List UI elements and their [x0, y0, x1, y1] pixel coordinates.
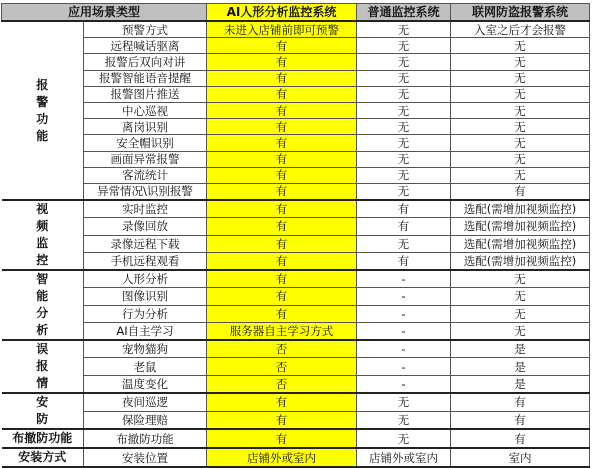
feature-cell[interactable]: 中心巡视 — [84, 102, 207, 118]
normal-system-cell[interactable]: 无 — [357, 235, 451, 252]
normal-system-cell[interactable]: - — [357, 322, 451, 340]
feature-cell[interactable]: 保险理赔 — [84, 411, 207, 429]
feature-cell[interactable]: 老鼠 — [84, 358, 207, 375]
alarm-system-cell[interactable]: 无 — [451, 135, 590, 151]
table-row — [2, 119, 590, 135]
ai-system-cell[interactable]: 有 — [207, 119, 357, 135]
ai-system-cell[interactable]: 服务器自主学习方式 — [207, 322, 357, 340]
alarm-system-cell[interactable]: 是 — [451, 375, 590, 393]
ai-system-cell[interactable]: 未进入店铺前即可预警 — [207, 21, 357, 38]
feature-cell[interactable]: 行为分析 — [84, 305, 207, 322]
ai-system-cell[interactable]: 有 — [207, 135, 357, 151]
group-label: 智能分析 — [36, 272, 49, 338]
table-row — [2, 135, 590, 151]
table-row — [2, 86, 590, 102]
feature-cell[interactable]: 录像回放 — [84, 218, 207, 235]
feature-cell[interactable]: 温度变化 — [84, 375, 207, 393]
ai-system-cell[interactable]: 有 — [207, 235, 357, 252]
feature-cell[interactable]: AI自主学习 — [84, 322, 207, 340]
normal-system-cell[interactable]: 有 — [357, 252, 451, 270]
alarm-system-cell[interactable]: 选配(需增加视频监控) — [451, 218, 590, 235]
table-row — [2, 448, 590, 467]
normal-system-cell[interactable]: - — [357, 305, 451, 322]
alarm-system-cell[interactable]: 有 — [451, 393, 590, 411]
alarm-system-cell[interactable]: 有 — [451, 429, 590, 448]
table-row — [2, 393, 590, 411]
feature-cell[interactable]: 远程喊话驱离 — [84, 38, 207, 54]
alarm-system-cell[interactable]: 是 — [451, 340, 590, 358]
group-label: 误报情 — [36, 342, 49, 391]
group-label-cell[interactable] — [2, 270, 84, 340]
normal-system-cell[interactable]: 无 — [357, 183, 451, 200]
normal-system-cell[interactable]: 店铺外或室内 — [357, 448, 451, 467]
normal-system-cell[interactable]: 无 — [357, 38, 451, 54]
table-row — [2, 252, 590, 270]
table-row — [2, 322, 590, 340]
ai-system-cell[interactable]: 否 — [207, 340, 357, 358]
normal-system-cell[interactable]: 无 — [357, 54, 451, 70]
header-row — [2, 4, 590, 22]
normal-system-cell[interactable]: 无 — [357, 429, 451, 448]
ai-system-cell[interactable]: 有 — [207, 183, 357, 200]
feature-cell[interactable]: 录像远程下载 — [84, 235, 207, 252]
normal-system-cell[interactable]: - — [357, 340, 451, 358]
group-label-cell[interactable] — [2, 340, 84, 393]
group-label-cell[interactable] — [2, 448, 84, 467]
ai-system-cell[interactable]: 有 — [207, 167, 357, 183]
alarm-system-cell[interactable]: 是 — [451, 358, 590, 375]
alarm-system-cell[interactable]: 无 — [451, 38, 590, 54]
ai-system-cell[interactable]: 有 — [207, 288, 357, 305]
normal-system-cell[interactable]: 无 — [357, 86, 451, 102]
feature-cell[interactable]: 异常情况\识别报警 — [84, 183, 207, 200]
ai-system-cell[interactable]: 有 — [207, 252, 357, 270]
alarm-system-cell[interactable]: 无 — [451, 305, 590, 322]
header-normal-system[interactable]: 普通监控系统 — [357, 4, 451, 22]
alarm-system-cell[interactable]: 有 — [451, 411, 590, 429]
normal-system-cell[interactable]: 无 — [357, 119, 451, 135]
group-label-cell[interactable] — [2, 393, 84, 429]
normal-system-cell[interactable]: - — [357, 288, 451, 305]
ai-system-cell[interactable]: 有 — [207, 429, 357, 448]
feature-cell[interactable]: 夜间巡逻 — [84, 393, 207, 411]
alarm-system-cell[interactable]: 选配(需增加视频监控) — [451, 252, 590, 270]
table-row — [2, 375, 590, 393]
ai-system-cell[interactable]: 有 — [207, 200, 357, 218]
table-row — [2, 305, 590, 322]
feature-cell[interactable]: 预警方式 — [84, 21, 207, 38]
feature-cell[interactable]: 宠物猫狗 — [84, 340, 207, 358]
table-row — [2, 167, 590, 183]
normal-system-cell[interactable]: - — [357, 358, 451, 375]
normal-system-cell[interactable]: - — [357, 375, 451, 393]
ai-system-cell[interactable]: 有 — [207, 270, 357, 288]
alarm-system-cell[interactable]: 无 — [451, 70, 590, 86]
alarm-system-cell[interactable]: 无 — [451, 54, 590, 70]
normal-system-cell[interactable]: 有 — [357, 218, 451, 235]
group-label: 安防 — [36, 395, 49, 427]
ai-system-cell[interactable]: 否 — [207, 358, 357, 375]
group-label-cell[interactable] — [2, 429, 84, 448]
group-label: 报警功能 — [36, 77, 49, 143]
feature-cell[interactable]: 手机远程观看 — [84, 252, 207, 270]
normal-system-cell[interactable]: 无 — [357, 102, 451, 118]
ai-system-cell[interactable]: 有 — [207, 151, 357, 167]
feature-cell[interactable]: 画面异常报警 — [84, 151, 207, 167]
normal-system-cell[interactable]: 无 — [357, 21, 451, 38]
alarm-system-cell[interactable]: 无 — [451, 167, 590, 183]
normal-system-cell[interactable]: 无 — [357, 393, 451, 411]
normal-system-cell[interactable]: - — [357, 270, 451, 288]
feature-cell[interactable]: 图像识别 — [84, 288, 207, 305]
feature-cell[interactable]: 报警智能语音提醒 — [84, 70, 207, 86]
feature-cell[interactable]: 安全帽识别 — [84, 135, 207, 151]
table-row — [2, 218, 590, 235]
table-row — [2, 102, 590, 118]
table-row — [2, 151, 590, 167]
alarm-system-cell[interactable]: 有 — [451, 183, 590, 200]
table-row — [2, 183, 590, 200]
table-row — [2, 270, 590, 288]
feature-cell[interactable]: 实时监控 — [84, 200, 207, 218]
ai-system-cell[interactable]: 有 — [207, 54, 357, 70]
normal-system-cell[interactable]: 无 — [357, 70, 451, 86]
ai-system-cell[interactable]: 有 — [207, 218, 357, 235]
header-ai-system[interactable]: AI人形分析监控系统 — [207, 4, 357, 22]
normal-system-cell[interactable]: 有 — [357, 200, 451, 218]
feature-cell[interactable]: 布撤防功能 — [84, 429, 207, 448]
ai-system-cell[interactable]: 有 — [207, 38, 357, 54]
table-body — [2, 21, 590, 467]
table-row — [2, 200, 590, 218]
alarm-system-cell[interactable]: 无 — [451, 86, 590, 102]
table-row — [2, 21, 590, 38]
header-alarm-system[interactable]: 联网防盗报警系统 — [451, 4, 590, 22]
alarm-system-cell[interactable]: 无 — [451, 288, 590, 305]
ai-system-cell[interactable]: 店铺外或室内 — [207, 448, 357, 467]
table-row — [2, 54, 590, 70]
table-row — [2, 288, 590, 305]
alarm-system-cell[interactable]: 选配(需增加视频监控) — [451, 200, 590, 218]
table-row — [2, 340, 590, 358]
ai-system-cell[interactable]: 有 — [207, 411, 357, 429]
table-row — [2, 411, 590, 429]
group-label: 视频监控 — [36, 202, 49, 268]
ai-system-cell[interactable]: 否 — [207, 375, 357, 393]
alarm-system-cell[interactable]: 无 — [451, 270, 590, 288]
alarm-system-cell[interactable]: 无 — [451, 119, 590, 135]
normal-system-cell[interactable]: 无 — [357, 151, 451, 167]
table-row — [2, 429, 590, 448]
group-label-cell[interactable] — [2, 21, 84, 200]
normal-system-cell[interactable]: 无 — [357, 135, 451, 151]
feature-cell[interactable]: 报警后双向对讲 — [84, 54, 207, 70]
feature-cell[interactable]: 报警图片推送 — [84, 86, 207, 102]
comparison-table — [1, 3, 590, 468]
group-label-cell[interactable] — [2, 200, 84, 270]
alarm-system-cell[interactable]: 室内 — [451, 448, 590, 467]
ai-system-cell[interactable]: 有 — [207, 70, 357, 86]
feature-cell[interactable]: 客流统计 — [84, 167, 207, 183]
ai-system-cell[interactable]: 有 — [207, 393, 357, 411]
alarm-system-cell[interactable]: 无 — [451, 322, 590, 340]
ai-system-cell[interactable]: 有 — [207, 102, 357, 118]
feature-cell[interactable]: 人形分析 — [84, 270, 207, 288]
table-row — [2, 358, 590, 375]
alarm-system-cell[interactable]: 选配(需增加视频监控) — [451, 235, 590, 252]
feature-cell[interactable]: 安装位置 — [84, 448, 207, 467]
group-label: 布撤防功能 — [12, 431, 73, 446]
table-row — [2, 38, 590, 54]
alarm-system-cell[interactable]: 无 — [451, 151, 590, 167]
table-row — [2, 235, 590, 252]
table-row — [2, 70, 590, 86]
alarm-system-cell[interactable]: 无 — [451, 102, 590, 118]
header-category[interactable]: 应用场景类型 — [2, 4, 207, 22]
normal-system-cell[interactable]: 无 — [357, 411, 451, 429]
normal-system-cell[interactable]: 无 — [357, 167, 451, 183]
feature-cell[interactable]: 离岗识别 — [84, 119, 207, 135]
ai-system-cell[interactable]: 有 — [207, 86, 357, 102]
ai-system-cell[interactable]: 有 — [207, 305, 357, 322]
group-label: 安装方式 — [18, 450, 67, 465]
alarm-system-cell[interactable]: 入室之后才会报警 — [451, 21, 590, 38]
